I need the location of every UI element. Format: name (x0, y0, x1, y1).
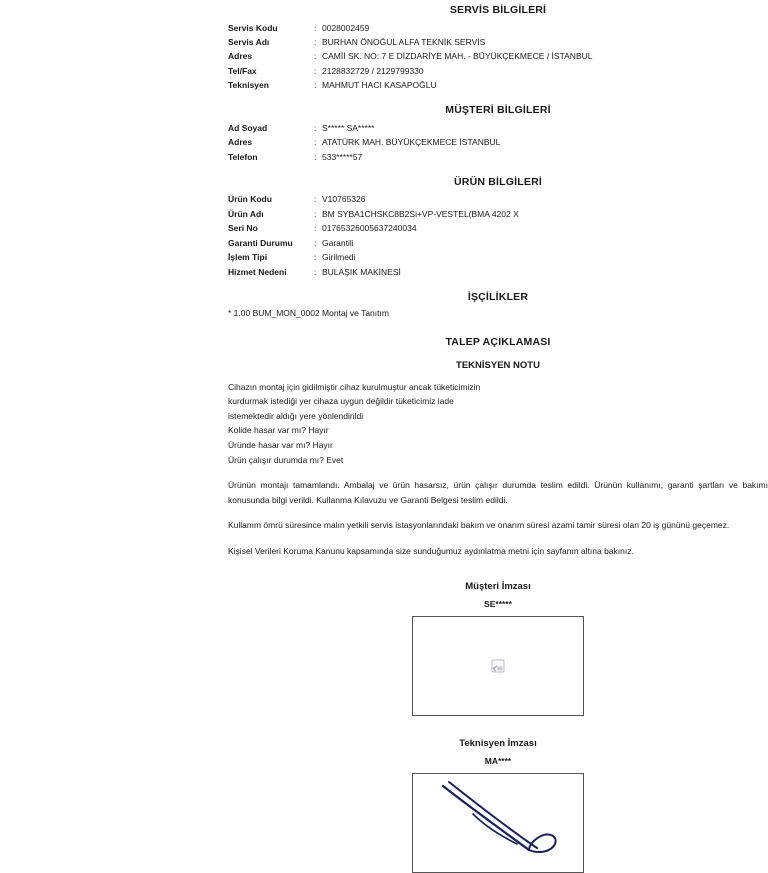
field-label: Servis Adı (228, 36, 270, 47)
field-value: ATATÜRK MAH. BÜYÜKÇEKMECE İSTANBUL (322, 137, 501, 148)
spacer (228, 93, 768, 104)
technician-signature-box (412, 773, 584, 873)
product-info-title: ÜRÜN BİLGİLERİ (454, 175, 542, 188)
field-separator: : (314, 137, 317, 148)
note-line: Cihazın montaj için gidilmiştir cihaz kurulmuştur ancak tüketicimizin (228, 381, 481, 392)
field-separator: : (314, 65, 317, 76)
field-separator: : (314, 208, 317, 219)
paragraph-delivery: Ürünün montajı tamamlandı. Ambalaj ve ürün hasarsız, ürün çalışır durumda teslim edildi. Ürünün kullanımı, garanti şartları ve bakımı konusunda bilgi verildi. Kullanma Kılavuzu ve Garanti Belgesi teslim edildi. (228, 480, 768, 505)
broken-image-icon (492, 659, 505, 672)
field-separator: : (314, 151, 317, 162)
field-value: CAMİİ SK. NO: 7 E DİZDARİYE MAH. - BÜYÜKÇEKMECE / İSTANBUL (322, 51, 593, 62)
table-row (228, 193, 768, 207)
customer-signature-name: SE***** (484, 598, 512, 609)
customer-info-table (228, 121, 768, 164)
field-separator: : (314, 51, 317, 62)
spacer (228, 280, 768, 291)
field-label: Ad Soyad (228, 122, 268, 133)
field-label: Adres (228, 51, 253, 62)
table-row (228, 222, 768, 236)
field-value: Garantili (322, 237, 354, 248)
paragraph-repair-term: Kullanım ömrü süresince malın yetkili servis istasyonlarındaki bakım ve onarım süresi azami tamir süresi olan 20 iş gününü geçemez. (228, 520, 730, 531)
handwritten-signature-icon (413, 774, 583, 872)
field-label: Hizmet Nedeni (228, 266, 287, 277)
field-label: Tel/Fax (228, 65, 257, 76)
field-value: 0028002459 (322, 22, 370, 33)
customer-signature-box (412, 616, 584, 716)
field-value: 01765326005637240034 (322, 223, 417, 234)
note-line: istemektedir aldığı yere yönlendirildi (228, 410, 364, 421)
field-label: Ürün Kodu (228, 194, 272, 205)
field-label: Adres (228, 137, 253, 148)
field-value: S***** SA***** (322, 122, 375, 133)
field-separator: : (314, 223, 317, 234)
field-value: Girilmedi (322, 252, 356, 263)
field-separator: : (314, 80, 317, 91)
service-form-page (0, 4, 768, 873)
table-row (228, 265, 768, 279)
field-separator: : (314, 36, 317, 47)
labor-title: İŞÇİLİKLER (467, 290, 529, 303)
product-info-table (228, 193, 768, 280)
spacer (228, 165, 768, 176)
field-separator: : (314, 194, 317, 205)
document-column (228, 4, 768, 873)
field-label: Garanti Durumu (228, 237, 293, 248)
table-row (228, 251, 768, 265)
field-value: V10765326 (322, 194, 366, 205)
technician-note-title: TEKNİSYEN NOTU (456, 359, 540, 371)
table-row (228, 207, 768, 221)
labor-line: * 1.00 BUM_MON_0002 Montaj ve Tanıtım (228, 307, 389, 318)
field-label: İşlem Tipi (228, 252, 268, 263)
table-row (228, 79, 768, 93)
request-title: TALEP AÇIKLAMASI (445, 335, 551, 348)
table-row (228, 64, 768, 78)
note-line: Ürün çalışır durumda mı? Evet (228, 454, 344, 465)
field-label: Teknisyen (228, 80, 269, 91)
technician-signature-title: Teknisyen İmzası (459, 737, 537, 749)
field-label: Seri No (228, 223, 258, 234)
field-separator: : (314, 252, 317, 263)
field-value: 2128832729 / 2129799330 (322, 65, 424, 76)
table-row (228, 136, 768, 150)
field-value: BURHAN ÖNOĞUL ALFA TEKNİK SERVİS (322, 36, 486, 47)
service-info-title: SERVİS BİLGİLERİ (449, 4, 547, 16)
field-value: BULAŞIK MAKİNESİ (322, 266, 401, 277)
field-value: MAHMUT HACI KASAPOĞLU (322, 80, 437, 91)
field-value: 533*****57 (322, 151, 363, 162)
service-info-table (228, 21, 768, 93)
note-line: kurdurmak istediği yer cihaza uygun değildir tüketicimiz iade (228, 396, 454, 407)
field-separator: : (314, 22, 317, 33)
customer-signature-title: Müşteri İmzası (465, 580, 531, 592)
table-row (228, 50, 768, 64)
technician-note-body (228, 380, 768, 468)
field-label: Telefon (228, 151, 258, 162)
table-row (228, 150, 768, 164)
field-separator: : (314, 237, 317, 248)
field-value: BM SYBA1CHSKC8B2Si+VP-VESTEL(BMA 4202 X (322, 208, 519, 219)
note-line: Üründe hasar var mı? Hayır (228, 440, 333, 450)
field-separator: : (314, 266, 317, 277)
table-row (228, 21, 768, 35)
customer-info-title: MÜŞTERİ BİLGİLERİ (445, 104, 551, 117)
paragraph-kvkk: Kişisel Verileri Koruma Kanunu kapsamında size sunduğumuz aydınlatma metni için sayfanın altına bakınız. (228, 546, 634, 557)
table-row (228, 35, 768, 49)
table-row (228, 121, 768, 135)
field-label: Ürün Adı (228, 208, 264, 219)
note-line: Kolide hasar var mı? Hayır (228, 425, 329, 436)
field-label: Servis Kodu (228, 22, 278, 33)
field-separator: : (314, 122, 317, 133)
table-row (228, 236, 768, 250)
technician-signature-name: MA**** (484, 755, 512, 766)
